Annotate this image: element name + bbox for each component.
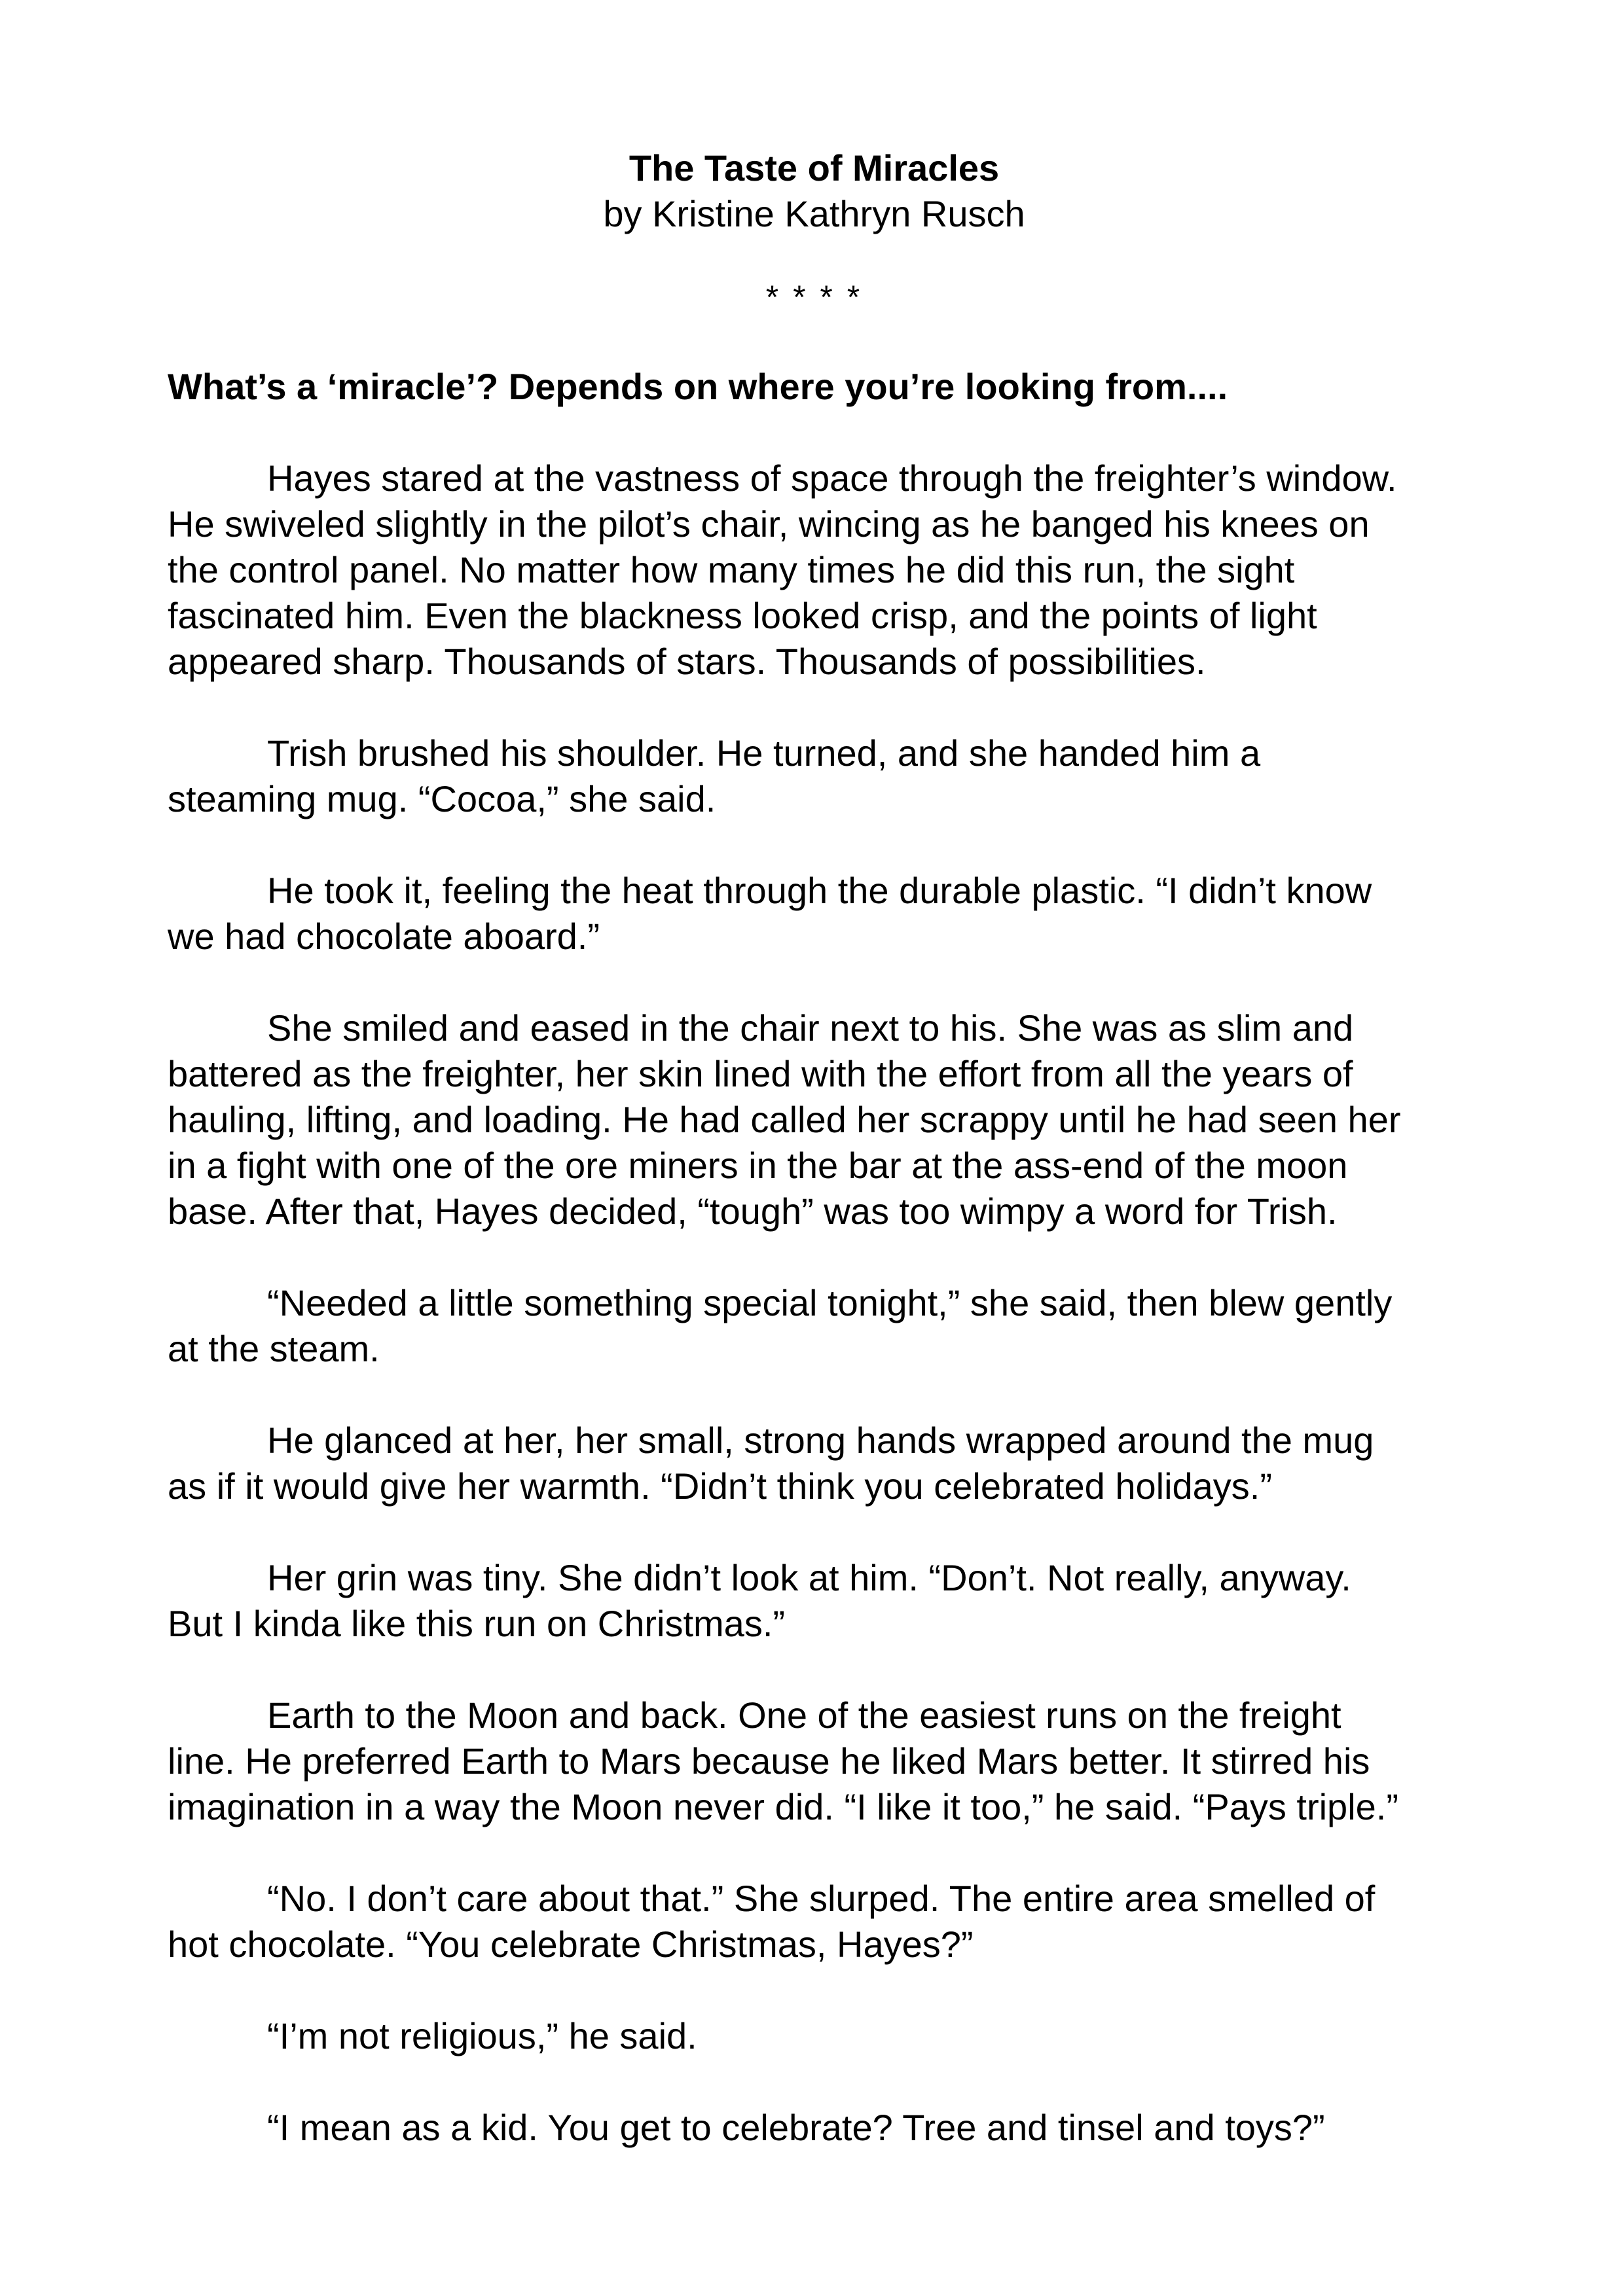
- story-byline: by Kristine Kathryn Rusch: [603, 193, 1025, 234]
- story-teaser: What’s a ‘miracle’? Depends on where you’re looking from....: [168, 366, 1228, 407]
- paragraph-line: steaming mug. “Cocoa,” she said.: [168, 778, 716, 819]
- paragraph-line: as if it would give her warmth. “Didn’t think you celebrated holidays.”: [168, 1465, 1272, 1507]
- story-paragraph: [168, 868, 1477, 960]
- paragraph-line: But I kinda like this run on Christmas.”: [168, 1603, 786, 1644]
- section-separator: * * * *: [765, 279, 863, 315]
- story-paragraph: [168, 1555, 1477, 1647]
- title-block: [168, 145, 1461, 317]
- paragraph-line: “I mean as a kid. You get to celebrate? Tree and tinsel and toys?”: [267, 2107, 1325, 2148]
- paragraph-line: hot chocolate. “You celebrate Christmas, Hayes?”: [168, 1924, 974, 1965]
- story-paragraph: [168, 1418, 1477, 1509]
- story-paragraph: [168, 1280, 1477, 1372]
- story-paragraph: [168, 456, 1477, 685]
- story-paragraph: [168, 2013, 1477, 2059]
- paragraph-line: Her grin was tiny. She didn’t look at him. “Don’t. Not really, anyway.: [267, 1557, 1351, 1598]
- paragraph-line: “I’m not religious,” he said.: [267, 2015, 697, 2056]
- paragraph-line: He took it, feeling the heat through the durable plastic. “I didn’t know: [267, 870, 1372, 911]
- paragraph-line: the control panel. No matter how many times he did this run, the sight: [168, 549, 1295, 590]
- paragraph-line: She smiled and eased in the chair next to his. She was as slim and: [267, 1007, 1354, 1049]
- story-paragraph: [168, 1876, 1477, 1967]
- paragraph-line: imagination in a way the Moon never did. “I like it too,” he said. “Pays triple.”: [168, 1786, 1398, 1827]
- document-page: [168, 145, 1477, 2151]
- paragraph-line: He swiveled slightly in the pilot’s chair, wincing as he banged his knees on: [168, 503, 1370, 545]
- paragraph-line: appeared sharp. Thousands of stars. Thousands of possibilities.: [168, 641, 1206, 682]
- story-paragraph: [168, 1693, 1477, 1830]
- paragraph-line: “Needed a little something special tonight,” she said, then blew gently: [267, 1282, 1393, 1323]
- paragraph-line: at the steam.: [168, 1328, 380, 1369]
- story-title: The Taste of Miracles: [629, 147, 1000, 188]
- paragraph-line: “No. I don’t care about that.” She slurped. The entire area smelled of: [267, 1878, 1376, 1919]
- paragraph-line: battered as the freighter, her skin lined with the effort from all the years of: [168, 1053, 1353, 1094]
- story-paragraph: [168, 1005, 1477, 1234]
- paragraph-line: fascinated him. Even the blackness looked crisp, and the points of light: [168, 595, 1317, 636]
- story-body: [168, 456, 1477, 2151]
- paragraph-line: hauling, lifting, and loading. He had called her scrappy until he had seen her: [168, 1099, 1401, 1140]
- paragraph-line: line. He preferred Earth to Mars because he liked Mars better. It stirred his: [168, 1740, 1370, 1782]
- paragraph-line: Hayes stared at the vastness of space through the freighter’s window.: [267, 457, 1397, 499]
- story-paragraph: [168, 2105, 1477, 2151]
- paragraph-line: Trish brushed his shoulder. He turned, and she handed him a: [267, 732, 1261, 774]
- paragraph-line: we had chocolate aboard.”: [168, 916, 600, 957]
- paragraph-line: Earth to the Moon and back. One of the easiest runs on the freight: [267, 1695, 1341, 1736]
- paragraph-line: in a fight with one of the ore miners in the bar at the ass-end of the moon: [168, 1145, 1348, 1186]
- paragraph-line: He glanced at her, her small, strong hands wrapped around the mug: [267, 1420, 1374, 1461]
- paragraph-line: base. After that, Hayes decided, “tough” was too wimpy a word for Trish.: [168, 1191, 1338, 1232]
- story-paragraph: [168, 730, 1477, 822]
